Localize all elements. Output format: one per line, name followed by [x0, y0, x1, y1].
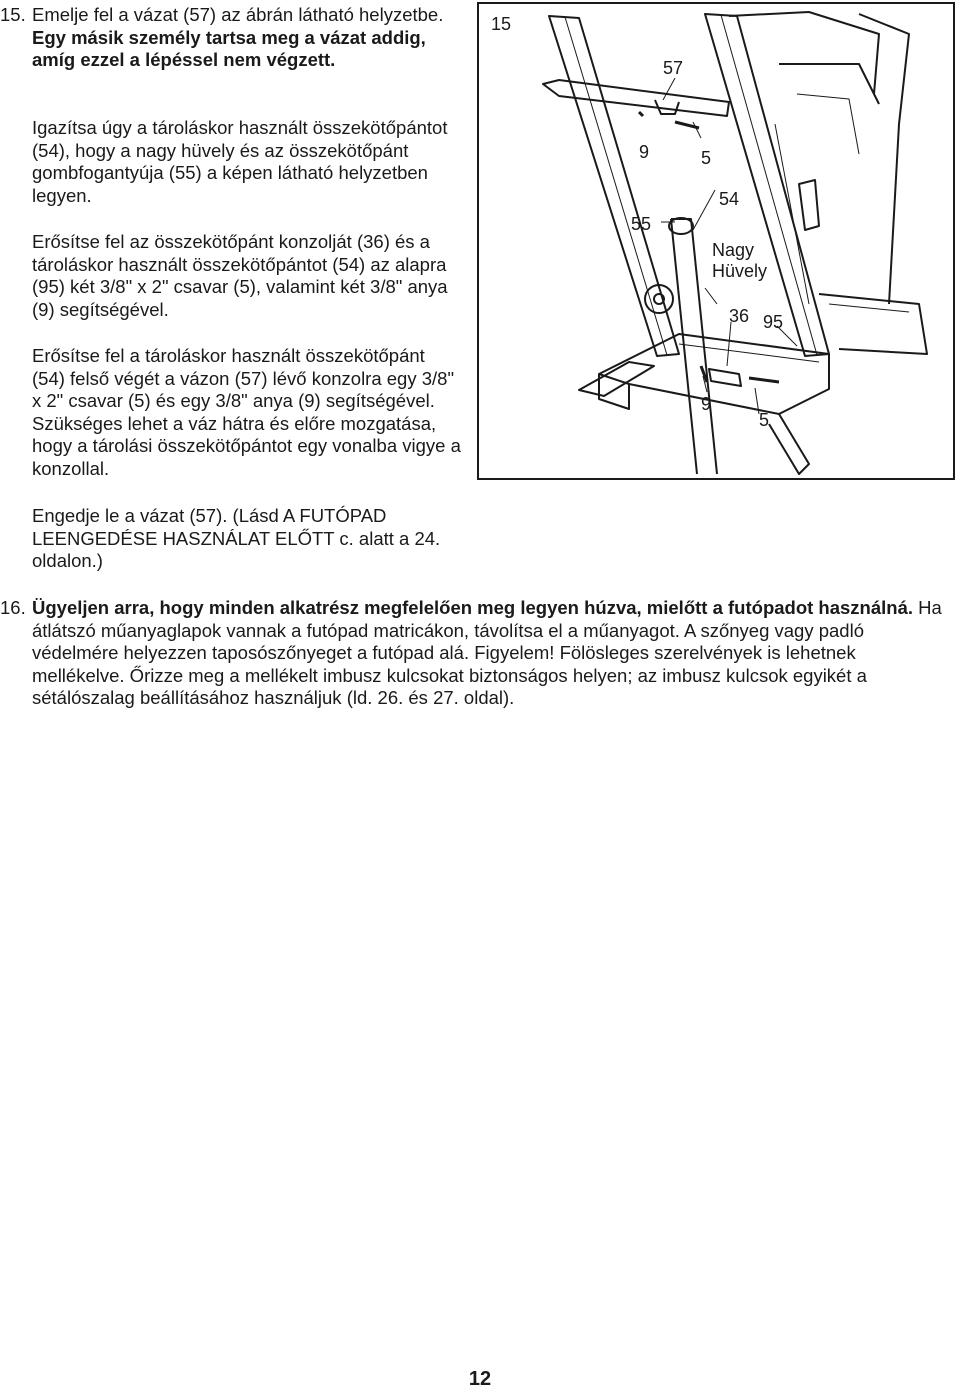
step-15-text — [32, 4, 462, 72]
step-15-paragraph-3 — [32, 231, 462, 321]
label-nagy: Nagy — [712, 240, 755, 260]
assembly-figure — [477, 2, 955, 480]
step-16-bold: Ügyeljen arra, hogy minden alkatrész megfelelően meg legyen húzva, mielőtt a futópadot használná. — [32, 597, 914, 618]
step-15-para-4: Erősítse fel a tároláskor használt összekötőpánt (54) felső végét a vázon (57) lévő konzolra egy 3/8" x 2" csavar (5) és egy 3/8" anya (9) segítségével. Szükséges lehet a váz hátra és előre mozgatása, hogy a tárolási összekötőpántot egy vonalba vigye a konzollal. — [32, 345, 461, 479]
step-15-intro — [32, 4, 462, 72]
step-15-para-3: Erősítse fel az összekötőpánt konzolját (36) és a tároláskor használt összekötőpántot (54) az alapra (95) két 3/8" x 2" csavar (5), valamint két 3/8" anya (9) segítségével. — [32, 231, 448, 320]
step-15-intro-bold: Egy másik személy tartsa meg a vázat addig, amíg ezzel a lépéssel nem végzett. — [32, 26, 426, 71]
label-95: 95 — [763, 312, 784, 332]
label-36: 36 — [729, 306, 750, 326]
label-57: 57 — [663, 58, 684, 78]
page-number: 12 — [468, 1368, 492, 1390]
label-5-bottom: 5 — [759, 410, 770, 430]
label-5-top: 5 — [701, 148, 712, 168]
step-15-paragraph-2 — [32, 117, 462, 207]
figure-number: 15 — [491, 14, 512, 34]
label-55: 55 — [631, 214, 652, 234]
step-15-paragraph-5 — [32, 505, 442, 573]
label-9-top: 9 — [639, 142, 650, 162]
step-15-intro-plain: Emelje fel a vázat (57) az ábrán látható helyzetbe. — [32, 4, 444, 25]
step-15-para-5: Engedje le a vázat (57). (Lásd A FUTÓPAD LEENGEDÉSE HASZNÁLAT ELŐTT c. alatt a 24. oldalon.) — [32, 505, 441, 572]
step-16-text — [32, 597, 952, 710]
step-15-number: 15. — [0, 4, 26, 25]
label-9-bottom: 9 — [701, 394, 712, 414]
label-huvely: Hüvely — [712, 261, 768, 281]
step-15-para-2: Igazítsa úgy a tároláskor használt összekötőpántot (54), hogy a nagy hüvely és az összekötőpánt gombfogantyúja (55) a képen látható helyzetben legyen. — [32, 117, 448, 206]
step-16-paragraph — [32, 597, 952, 710]
label-54: 54 — [719, 189, 740, 209]
step-16-number: 16. — [0, 597, 26, 618]
step-16-plain: Ha átlátszó műanyaglapok vannak a futópad matricákon, távolítsa el a műanyagot. A szőnyeg vagy padló védelmére helyezzen taposószőnyeget a futópad alá. Figyelem! Fölösleges szerelvények is lehetnek mellékelve. Őrizze meg a mellékelt imbusz kulcsokat biztonságos helyen; az imbusz kulcsok egyikét a sétálószalag beállításához használjuk (ld. 26. és 27. oldal). — [32, 597, 942, 709]
step-15-paragraph-4 — [32, 345, 462, 481]
